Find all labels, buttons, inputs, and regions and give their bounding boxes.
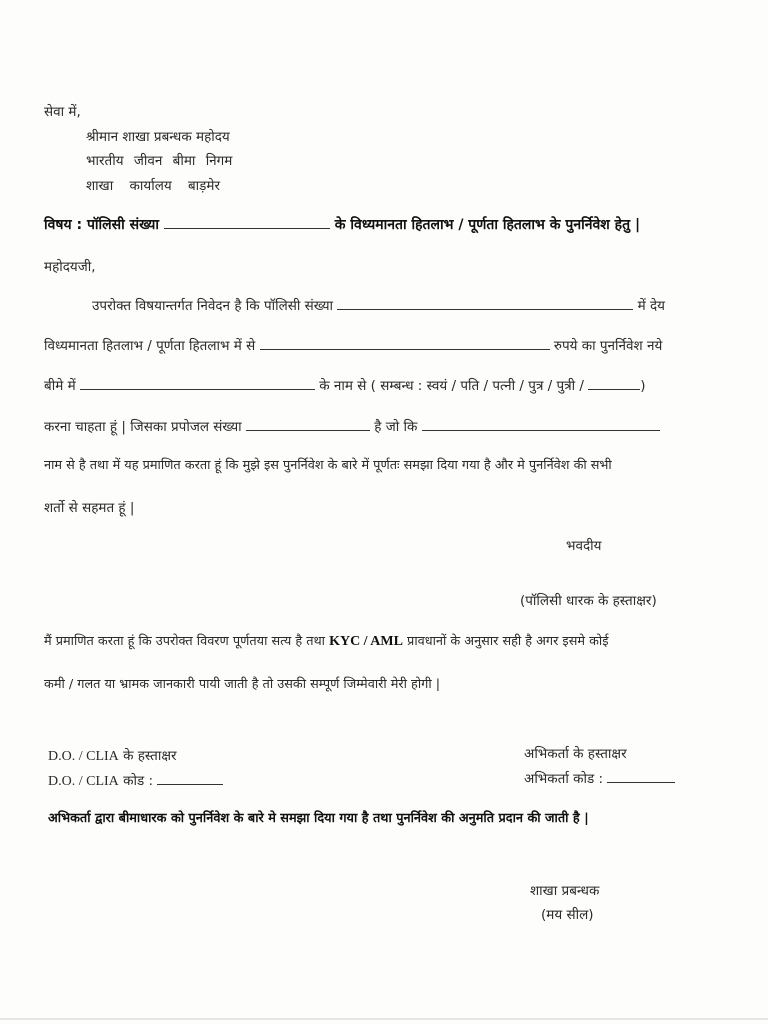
insured-name-field xyxy=(80,377,315,390)
permission-statement: अभिकर्ता द्वारा बीमाधारक को पुनर्निवेश के बारे मे समझा दिया गया है तथा पुनर्निवेश की अनुमति प्रदान की जाती है | xyxy=(48,811,589,826)
agent-code-label xyxy=(524,770,675,788)
do-clia-code-hindi: कोड : xyxy=(123,773,154,789)
body-line-5: नाम से है तथा में यह प्रमाणित करता हूं कि मुझे इस पुनर्निवेश के बारे में पूर्णतः समझा दिया गया है और मे पुनर्निवेश की सभी xyxy=(44,458,612,473)
body-line-2-text-a: विध्यमानता हितलाभ / पूर्णता हितलाभ में से xyxy=(44,338,256,354)
closing: भवदीय xyxy=(566,538,602,554)
subject-suffix: के विध्यमानता हितलाभ / पूर्णता हितलाभ के पुनर्निवेश हेतु | xyxy=(334,217,641,233)
address-line-1: श्रीमान शाखा प्रबन्धक महोदय xyxy=(86,129,230,145)
body-line-1 xyxy=(92,297,665,315)
certification-line-2: कमी / गलत या भ्रामक जानकारी पायी जाती है तो उसकी सम्पूर्ण जिम्मेवारी मेरी होगी | xyxy=(44,677,441,692)
certification-text-b: प्रावधानों के अनुसार सही है अगर इसमे कोई xyxy=(407,634,609,649)
proposer-name-field xyxy=(422,418,660,431)
body-line-4 xyxy=(44,418,660,436)
do-clia-code-field xyxy=(157,772,223,785)
body-line-2-text-b: रुपये का पुनर्निवेश नये xyxy=(553,338,663,354)
policy-number-blank xyxy=(164,216,330,229)
body-line-4-text-b: है जो कि xyxy=(374,419,418,435)
seal-label: (मय सील) xyxy=(541,907,594,923)
body-line-1-text-a: उपरोक्त विषयान्तर्गत निवेदन है कि पॉलिसी संख्या xyxy=(92,298,334,314)
proposal-number-field xyxy=(246,418,370,431)
agent-code-field xyxy=(607,770,675,783)
do-clia-signature-hindi: के हस्ताक्षर xyxy=(123,748,177,764)
address-line-2: भारतीय जीवन बीमा निगम xyxy=(86,153,233,169)
branch-manager-label: शाखा प्रबन्धक xyxy=(530,883,600,899)
do-clia-code-latin: D.O. / CLIA xyxy=(48,774,119,789)
relation-other-field xyxy=(588,377,640,390)
policy-number-field xyxy=(337,297,633,310)
salutation: सेवा में, xyxy=(44,104,81,120)
agent-signature-label: अभिकर्ता के हस्ताक्षर xyxy=(524,746,627,762)
do-clia-signature-latin: D.O. / CLIA xyxy=(48,749,119,764)
body-line-3-text-c: ) xyxy=(640,378,646,394)
do-clia-signature-label xyxy=(48,747,177,766)
amount-field xyxy=(260,337,550,350)
body-line-4-text-a: करना चाहता हूं | जिसका प्रपोजल संख्या xyxy=(44,419,242,435)
body-line-6: शर्तो से सहमत हूं | xyxy=(44,500,135,516)
body-line-3-text-a: बीमे में xyxy=(44,378,76,394)
body-line-3 xyxy=(44,377,646,395)
policyholder-signature-label: (पॉलिसी धारक के हस्ताक्षर) xyxy=(520,593,657,609)
subject-line xyxy=(44,216,640,234)
certification-line-1 xyxy=(44,633,609,651)
address-line-3: शाखा कार्यालय बाड़मेर xyxy=(86,178,220,194)
body-line-2 xyxy=(44,337,662,355)
agent-code-text: अभिकर्ता कोड : xyxy=(524,771,604,787)
certification-text-a: मैं प्रमाणित करता हूं कि उपरोक्त विवरण पूर्णतया सत्य है तथा xyxy=(44,634,325,649)
subject-prefix: विषय : पॉलिसी संख्या xyxy=(44,217,160,233)
page-bottom-edge xyxy=(0,1018,768,1020)
greeting: महोदयजी, xyxy=(44,259,96,275)
do-clia-code-label xyxy=(48,772,223,791)
kyc-aml-label: KYC / AML xyxy=(329,634,403,649)
body-line-1-text-b: में देय xyxy=(637,298,665,314)
body-line-3-text-b: के नाम से ( सम्बन्ध : स्वयं / पति / पत्नी / पुत्र / पुत्री / xyxy=(319,378,584,394)
